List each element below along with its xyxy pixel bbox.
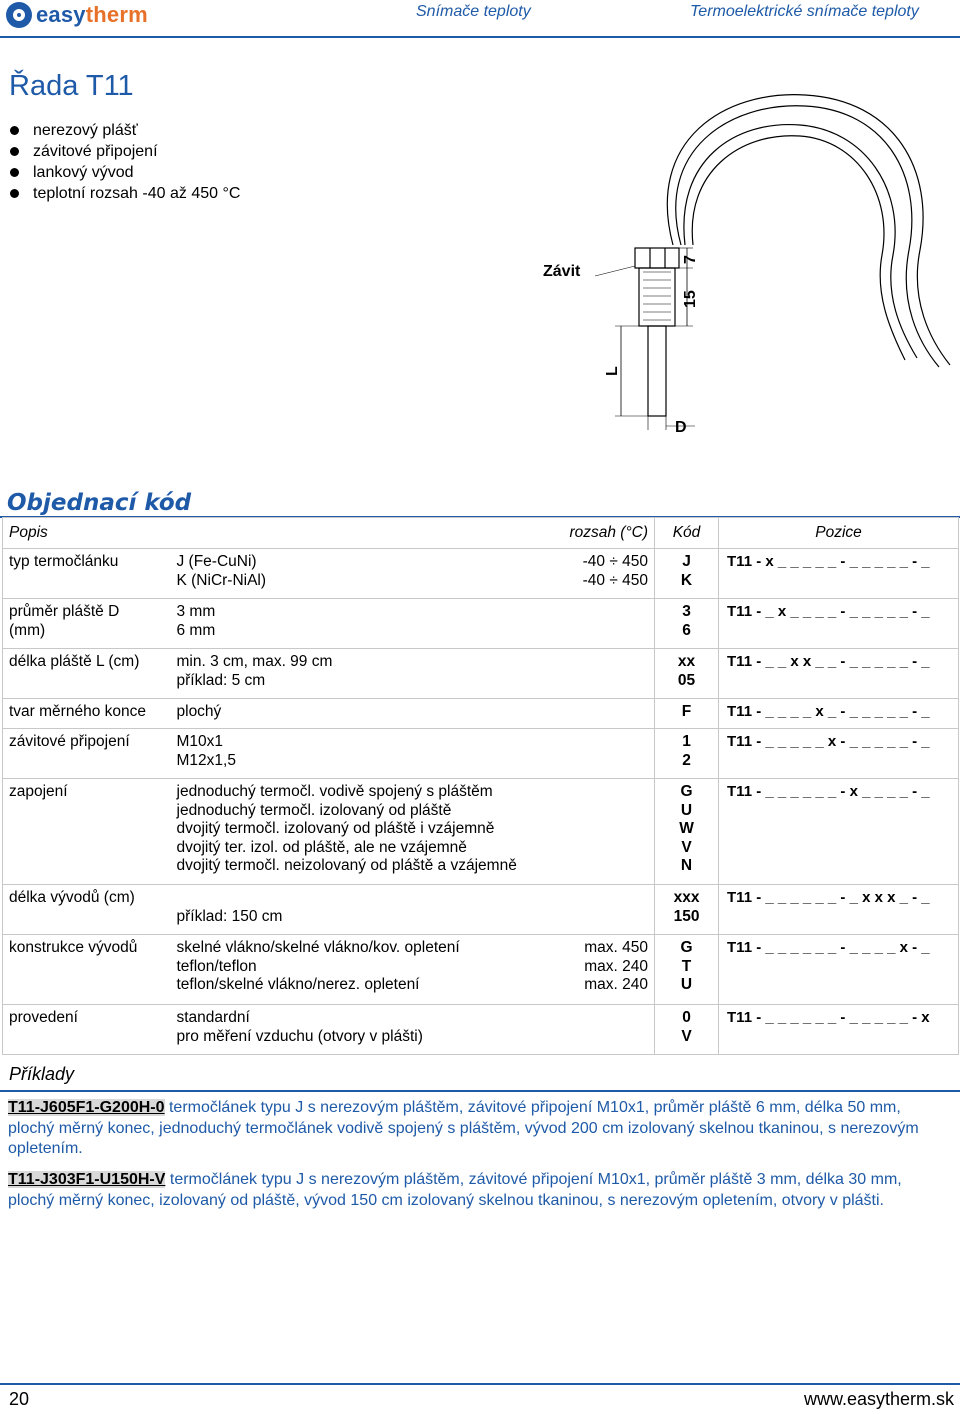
cell-line: 2 (682, 751, 691, 769)
cell-line: U (680, 801, 693, 819)
example-code: T11-J605F1-G200H-0 (8, 1099, 165, 1116)
cell-label (3, 599, 171, 649)
cell-range (551, 1005, 655, 1055)
cell-line: délka vývodů (cm) (9, 889, 135, 906)
cell-line: průměr pláště D (9, 603, 120, 620)
logo-text-therm: therm (85, 2, 148, 27)
cell-position: T11 - x _ _ _ _ _ - _ _ _ _ _ - _ (719, 549, 959, 599)
cell-line: skelné vlákno/skelné vlákno/kov. opletení (176, 939, 460, 956)
cell-line: K (680, 571, 693, 589)
cell-label (3, 935, 171, 1005)
cell-code (655, 935, 719, 1005)
order-code-title: Objednací kód (7, 490, 192, 516)
cell-line: F (681, 703, 692, 720)
cell-range (551, 649, 655, 699)
label-zavit: Závit (543, 263, 581, 280)
cell-line: 150 (673, 907, 700, 925)
cell-line: jednoduchý termočl. izolovaný od pláště (176, 801, 452, 819)
bullet-icon (10, 168, 19, 177)
cell-line: (mm) (9, 621, 46, 639)
cell-position: T11 - _ _ _ _ _ _ - _ _ _ _ _ - x (719, 1005, 959, 1055)
cell-description (171, 649, 551, 699)
cell-line: 05 (677, 671, 696, 689)
col-header-popis: Popis (3, 518, 171, 549)
cell-code (655, 649, 719, 699)
list-item: nerezový plášť (10, 120, 240, 141)
cell-code (655, 599, 719, 649)
cell-line: xxx (673, 889, 700, 906)
cell-range (551, 779, 655, 885)
page-number: 20 (9, 1389, 30, 1409)
table-row (3, 729, 959, 779)
cell-label (3, 729, 171, 779)
cell-line: jednoduchý termočl. vodivě spojený s pláštěm (176, 783, 493, 800)
cell-label (3, 649, 171, 699)
cell-line: max. 240 (584, 976, 649, 993)
cell-line: N (680, 857, 693, 874)
cell-line: standardní (176, 1009, 250, 1026)
dimension-7: 7 (682, 255, 699, 264)
cell-line: 1 (682, 733, 691, 750)
cell-label (3, 1005, 171, 1055)
cell-line: K (NiCr-NiAl) (176, 571, 267, 589)
table-row (3, 779, 959, 885)
cell-position: T11 - _ _ _ _ x _ - _ _ _ _ _ - _ (719, 699, 959, 729)
cell-position: T11 - _ _ _ _ _ _ - _ _ _ _ x - _ (719, 935, 959, 1005)
cell-range (551, 699, 655, 729)
cell-line: 6 mm (176, 621, 216, 639)
cell-code (655, 729, 719, 779)
cell-line: G (680, 939, 693, 956)
cell-line: délka pláště L (cm) (9, 653, 140, 670)
cell-line: plochý (176, 703, 222, 720)
cell-line: V (681, 1027, 692, 1045)
dimension-L: L (604, 366, 621, 376)
cell-line: 6 (682, 621, 691, 639)
sensor-drawing (535, 80, 960, 440)
cell-range (551, 935, 655, 1005)
cell-code (655, 1005, 719, 1055)
cell-position: T11 - _ x _ _ _ _ - _ _ _ _ _ - _ (719, 599, 959, 649)
cell-line: 0 (682, 1009, 691, 1026)
header-divider (0, 36, 960, 38)
list-item: lankový vývod (10, 162, 240, 183)
cell-line: 3 (682, 603, 691, 620)
cell-position: T11 - _ _ _ _ _ _ - x _ _ _ _ - _ (719, 779, 959, 885)
list-item: teplotní rozsah -40 až 450 °C (10, 183, 240, 204)
cell-line: V (681, 838, 692, 856)
cell-line: M10x1 (176, 733, 224, 750)
table-row (3, 885, 959, 935)
cell-description (171, 885, 551, 935)
table-row (3, 935, 959, 1005)
col-header-kod: Kód (655, 518, 719, 549)
cell-line: xx (677, 653, 696, 670)
cell-line: min. 3 cm, max. 99 cm (176, 653, 333, 670)
footer-divider (0, 1383, 960, 1385)
cell-line: zapojení (9, 783, 68, 800)
cell-range (551, 885, 655, 935)
cell-code (655, 779, 719, 885)
list-item: závitové připojení (10, 141, 240, 162)
cell-description (171, 549, 551, 599)
cell-range (551, 599, 655, 649)
example-text: termočlánek typu J s nerezovým pláštěm, závitové připojení M10x1, průměr pláště 3 mm, délka 30 mm, plochý měrný konec, izolovaný od pláště, vývod 150 cm izolovaný skelnou tkaninou, s nerezovým opletením, otvory v plášti. (8, 1171, 902, 1209)
cell-line: max. 450 (584, 939, 649, 956)
cell-line: dvojitý ter. izol. od pláště, ale ne vzájemně (176, 838, 467, 856)
cell-description (171, 599, 551, 649)
cell-description (171, 1005, 551, 1055)
cell-label (3, 699, 171, 729)
cell-label (3, 549, 171, 599)
feature-list (10, 120, 240, 204)
cell-code (655, 549, 719, 599)
cell-line: max. 240 (584, 957, 649, 975)
dimension-D: D (675, 419, 687, 436)
cell-code (655, 699, 719, 729)
cell-position: T11 - _ _ _ _ _ _ - _ x x x _ - _ (719, 885, 959, 935)
cell-line: pro měření vzduchu (otvory v plášti) (176, 1027, 423, 1045)
col-header-pozice: Pozice (719, 518, 959, 549)
cell-line: -40 ÷ 450 (582, 571, 649, 589)
bullet-icon (10, 126, 19, 135)
logo-text-easy: easy (36, 2, 86, 27)
cell-line: závitové připojení (9, 733, 130, 750)
cell-line: dvojitý termočl. izolovaný od pláště i vzájemně (176, 820, 495, 837)
cell-line: tvar měrného konce (9, 703, 146, 720)
cell-position: T11 - _ _ x x _ _ - _ _ _ _ _ - _ (719, 649, 959, 699)
cell-range (551, 729, 655, 779)
table-header-row (3, 518, 959, 549)
cell-line: J (Fe-CuNi) (176, 553, 257, 570)
cell-line: M12x1,5 (176, 751, 236, 769)
table-row (3, 599, 959, 649)
header-link-snimace[interactable]: Snímače teploty (416, 3, 531, 20)
cell-description (171, 779, 551, 885)
cell-line: U (680, 976, 693, 993)
website-link[interactable]: www.easytherm.sk (803, 1389, 954, 1409)
table-row (3, 1005, 959, 1055)
cell-description (171, 699, 551, 729)
table-row (3, 549, 959, 599)
examples-title: Příklady (9, 1064, 75, 1084)
brand-logo[interactable] (6, 2, 148, 28)
cell-line: T (681, 957, 692, 975)
cell-line: J (682, 553, 691, 570)
dimension-15: 15 (682, 290, 699, 308)
examples-divider (0, 1090, 960, 1092)
example-code: T11-J303F1-U150H-V (8, 1171, 166, 1188)
cell-label (3, 779, 171, 885)
cell-line: příklad: 5 cm (176, 671, 266, 689)
cell-line: W (679, 820, 694, 837)
example-1 (8, 1098, 943, 1160)
cell-code (655, 885, 719, 935)
cell-line: konstrukce vývodů (9, 939, 138, 956)
example-text: termočlánek typu J s nerezovým pláštěm, závitové připojení M10x1, průměr pláště 6 mm, délka 50 mm, plochý měrný konec, jednoduchý termočlánek vodivě spojený s pláštěm, vývod 200 cm izolovaný skelnou tkaninou, s nerezovým opletením. (8, 1099, 919, 1157)
cell-line: 3 mm (176, 603, 216, 620)
table-row (3, 699, 959, 729)
logo-icon (6, 2, 32, 28)
bullet-icon (10, 147, 19, 156)
cell-description (171, 935, 551, 1005)
cell-line: teflon/skelné vlákno/nerez. opletení (176, 976, 420, 993)
cell-line: teflon/teflon (176, 957, 257, 975)
cell-position: T11 - _ _ _ _ _ x - _ _ _ _ _ - _ (719, 729, 959, 779)
cell-line (177, 889, 545, 908)
cell-range (551, 549, 655, 599)
cell-line: provedení (9, 1009, 78, 1026)
col-header-rozsah: rozsah (°C) (171, 518, 655, 549)
table-row (3, 649, 959, 699)
page-title: Řada T11 (9, 70, 134, 102)
cell-line: G (680, 783, 693, 800)
cell-line: příklad: 150 cm (176, 907, 283, 925)
cell-label (3, 885, 171, 935)
order-code-table (2, 517, 959, 1055)
cell-description (171, 729, 551, 779)
header-link-termoelektricke[interactable]: Termoelektrické snímače teploty (690, 3, 919, 20)
example-2 (8, 1170, 943, 1211)
cell-line: -40 ÷ 450 (582, 553, 649, 570)
cell-line: typ termočlánku (9, 553, 119, 570)
cell-line: dvojitý termočl. neizolovaný od pláště a vzájemně (176, 857, 517, 874)
bullet-icon (10, 189, 19, 198)
